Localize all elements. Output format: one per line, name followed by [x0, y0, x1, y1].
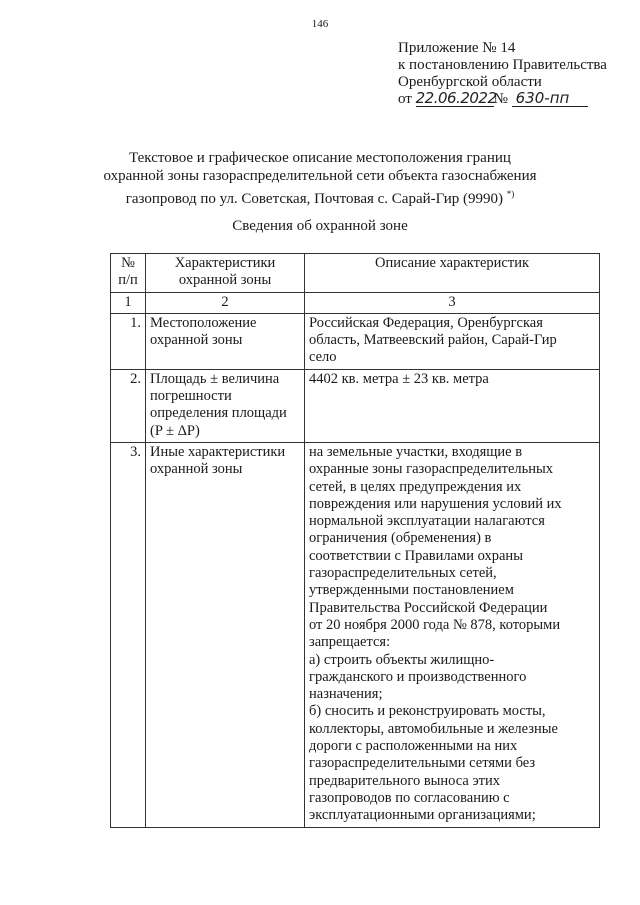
- header-char-cell: [146, 254, 305, 293]
- row-characteristic-line: охранной зоны: [150, 461, 243, 478]
- row-description-line: утвержденными постановлением: [309, 582, 514, 599]
- row-description-line: газопроводов по согласованию с: [309, 789, 510, 806]
- appendix-line-3: Оренбургской области: [398, 74, 542, 90]
- header-num-cell: [111, 254, 146, 293]
- row-description-line: эксплуатационными организациями;: [309, 807, 536, 824]
- table-header-row: [111, 254, 600, 293]
- handwritten-number: 630-пп: [512, 91, 588, 107]
- document-title: [60, 149, 580, 208]
- from-label: от: [398, 91, 412, 107]
- footnote-mark: *): [506, 189, 515, 199]
- row-characteristic-line: Площадь ± величина: [150, 370, 280, 387]
- row-characteristic-line: Местоположение: [150, 314, 257, 331]
- title-line-1: Текстовое и графическое описание местоположения границ: [129, 150, 511, 166]
- header-desc-cell: Описание характеристик: [305, 254, 600, 293]
- row-description-line: нормальной эксплуатации налагаются: [309, 513, 545, 530]
- row-description-line: ограничения (обременения) в: [309, 530, 492, 547]
- row-description-line: Правительства Российской Федерации: [309, 599, 548, 616]
- page-number: 146: [311, 18, 329, 30]
- column-number-1: 1: [111, 292, 146, 313]
- row-description-line: дороги с расположенными на них: [309, 738, 518, 755]
- row-number: 2.: [111, 369, 146, 442]
- row-description-line: б) сносить и реконструировать мосты,: [309, 703, 546, 720]
- row-description-line: область, Матвеевский район, Сарай-Гир: [309, 332, 557, 349]
- column-number-2: 2: [146, 292, 305, 313]
- row-number: 3.: [111, 442, 146, 827]
- column-number-row: [111, 292, 600, 313]
- row-characteristic: [146, 313, 305, 369]
- appendix-line-2: к постановлению Правительства: [398, 57, 607, 73]
- row-characteristic-line: погрешности: [150, 388, 232, 405]
- appendix-line-1: Приложение № 14: [398, 40, 516, 56]
- header-num-line-1: №: [121, 255, 135, 271]
- appendix-date-row: [398, 91, 607, 108]
- header-num-line-2: п/п: [118, 272, 138, 289]
- row-description-line: коллекторы, автомобильные и железные: [309, 720, 558, 737]
- row-description-line: а) строить объекты жилищно-: [309, 651, 495, 668]
- row-description: [305, 442, 600, 827]
- row-characteristic: [146, 442, 305, 827]
- row-description-line: охранные зоны газораспределительных: [309, 461, 554, 478]
- row-description-line: гражданского и производственного: [309, 668, 527, 685]
- row-description: [305, 369, 600, 442]
- title-line-3: газопровод по ул. Советская, Почтовая с. Сарай-Гир (9990): [125, 191, 504, 207]
- title-line-3-wrap: [60, 185, 580, 208]
- zone-table: [110, 253, 600, 828]
- row-description-line: назначения;: [309, 686, 383, 703]
- row-description: [305, 313, 600, 369]
- row-description-line: газораспределительных сетей,: [309, 565, 497, 582]
- appendix-block: [398, 40, 607, 108]
- table-row: [111, 369, 600, 442]
- row-characteristic-line: определения площади: [150, 405, 287, 422]
- header-char-line-2: охранной зоны: [178, 272, 272, 289]
- row-description-line: предварительного выноса этих: [309, 772, 501, 789]
- table-row: [111, 313, 600, 369]
- row-number: 1.: [111, 313, 146, 369]
- number-label: №: [493, 91, 508, 107]
- row-description-line: сетей, в целях предупреждения их: [309, 478, 522, 495]
- row-characteristic-line: Иные характеристики: [150, 443, 286, 460]
- handwritten-date: 22.06.2022: [415, 89, 497, 107]
- row-description-line: село: [309, 349, 337, 366]
- row-characteristic: [146, 369, 305, 442]
- row-description-line: соответствии с Правилами охраны: [309, 547, 523, 564]
- table-row: [111, 442, 600, 827]
- title-line-2: охранной зоны газораспределительной сети объекта газоснабжения: [103, 168, 537, 184]
- header-char-line-1: Характеристики: [174, 255, 276, 271]
- column-number-3: 3: [305, 292, 600, 313]
- row-description-line: газораспределительными сетями без: [309, 755, 536, 772]
- row-description-line: Российская Федерация, Оренбургская: [309, 314, 543, 331]
- section-subtitle: Сведения об охранной зоне: [232, 218, 408, 234]
- row-description-line: запрещается:: [309, 634, 391, 651]
- row-description-line: 4402 кв. метра ± 23 кв. метра: [309, 370, 489, 387]
- row-characteristic-line: (P ± ΔP): [150, 422, 200, 439]
- row-description-line: от 20 ноября 2000 года № 878, которыми: [309, 616, 561, 633]
- row-description-line: повреждения или нарушения условий их: [309, 495, 562, 512]
- row-description-line: на земельные участки, входящие в: [309, 443, 523, 460]
- row-characteristic-line: охранной зоны: [150, 332, 243, 349]
